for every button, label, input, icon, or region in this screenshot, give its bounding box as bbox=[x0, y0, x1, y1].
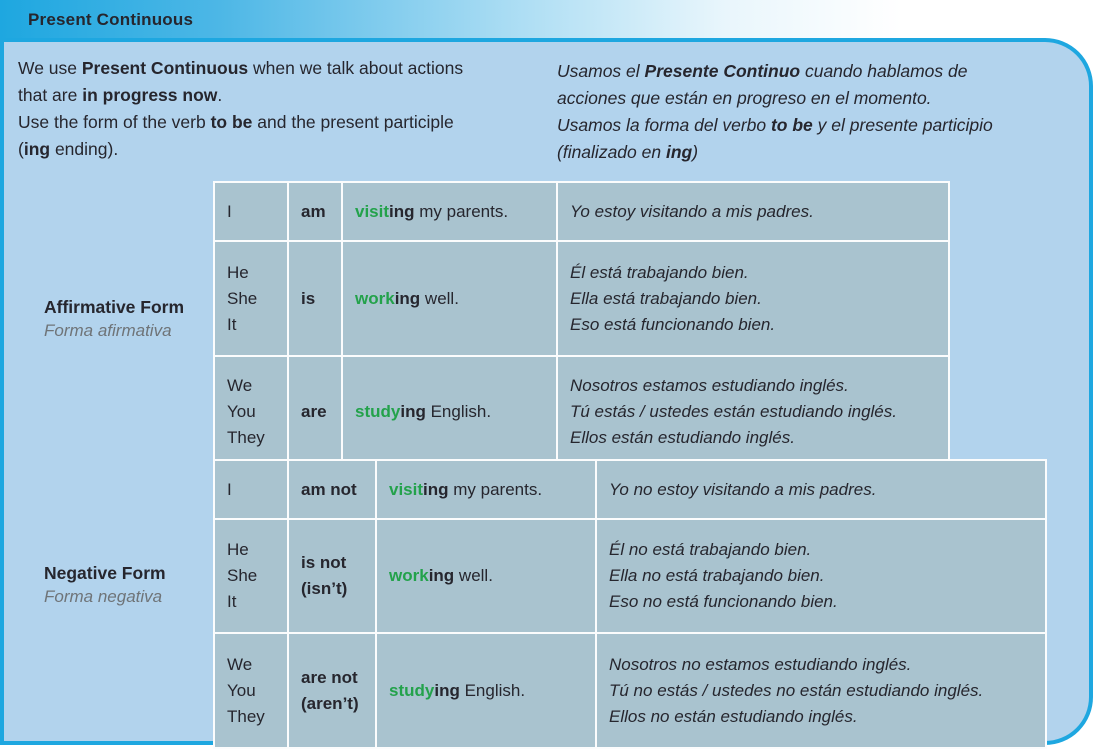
affirmative-form-label bbox=[44, 297, 234, 341]
text-segment: ing bbox=[423, 479, 449, 499]
verb-stem-highlight: work bbox=[389, 566, 429, 585]
negative-table bbox=[213, 459, 1047, 749]
text-segment: English. bbox=[425, 402, 492, 421]
table-row bbox=[215, 357, 948, 467]
text-segment: to be bbox=[770, 115, 813, 135]
section-label-spanish: Forma afirmativa bbox=[44, 321, 172, 340]
text-segment: Use the form of the verb bbox=[18, 112, 211, 132]
table-row bbox=[215, 183, 948, 240]
negative-form-label bbox=[44, 563, 234, 607]
text-segment: my parents. bbox=[414, 201, 509, 221]
translation-cell: Yo estoy visitando a mis padres. bbox=[558, 183, 948, 240]
pronoun-cell: We You They bbox=[215, 357, 287, 467]
verb-to-be-cell: is not (isn’t) bbox=[289, 520, 375, 632]
verb-to-be-cell: am not bbox=[289, 461, 375, 518]
text-segment: cuando hablamos de bbox=[800, 61, 968, 81]
text-segment: Presente Continuo bbox=[644, 61, 801, 81]
text-segment: Present Continuous bbox=[81, 58, 249, 78]
table-row bbox=[215, 242, 948, 355]
text-segment: in progress now bbox=[82, 85, 218, 105]
verb-stem-highlight: work bbox=[355, 288, 395, 308]
section-label-english: Negative Form bbox=[44, 563, 166, 583]
predicate-cell bbox=[343, 183, 556, 240]
section-label-english: Affirmative Form bbox=[44, 297, 185, 317]
text-segment: well. bbox=[420, 288, 459, 308]
intro-spanish bbox=[557, 58, 1057, 166]
text-segment: ing bbox=[400, 402, 426, 421]
verb-to-be-cell: are not (aren’t) bbox=[289, 634, 375, 747]
pronoun-cell: I bbox=[215, 461, 287, 518]
table-row bbox=[215, 461, 1045, 518]
text-segment: to be bbox=[210, 112, 253, 132]
predicate-cell bbox=[377, 634, 595, 747]
text-segment: ing bbox=[389, 201, 415, 221]
section-label-spanish: Forma negativa bbox=[44, 587, 163, 606]
verb-stem-highlight: visit bbox=[389, 479, 424, 499]
translation-cell: Nosotros estamos estudiando inglés. Tú estás / ustedes están estudiando inglés. Ellos están estudiando inglés. bbox=[558, 357, 948, 467]
predicate-cell bbox=[343, 357, 556, 467]
verb-stem-highlight: visit bbox=[355, 201, 390, 221]
text-segment: Usamos el bbox=[557, 61, 645, 81]
page-header bbox=[0, 0, 1100, 38]
verb-to-be-cell: are bbox=[289, 357, 341, 467]
translation-cell: Él está trabajando bien. Ella está trabajando bien. Eso está funcionando bien. bbox=[558, 242, 948, 355]
pronoun-cell: He She It bbox=[215, 242, 287, 355]
predicate-cell bbox=[377, 461, 595, 518]
pronoun-cell: We You They bbox=[215, 634, 287, 747]
text-segment: ing bbox=[434, 680, 460, 700]
verb-to-be-cell: is bbox=[289, 242, 341, 355]
text-segment: ing bbox=[394, 288, 421, 308]
verb-to-be-cell: am bbox=[289, 183, 341, 240]
verb-stem-highlight: study bbox=[389, 680, 435, 700]
text-segment: and the present participle bbox=[252, 112, 454, 132]
text-segment: ending). bbox=[50, 139, 119, 159]
intro-english bbox=[18, 55, 550, 163]
text-segment: ing bbox=[428, 566, 455, 585]
text-segment: acciones que están en progreso en el momento. bbox=[557, 88, 932, 108]
translation-cell: Yo no estoy visitando a mis padres. bbox=[597, 461, 1045, 518]
text-segment: ( bbox=[18, 139, 24, 159]
text-segment: ) bbox=[692, 142, 699, 162]
text-segment: English. bbox=[459, 680, 526, 700]
text-segment: well. bbox=[454, 566, 493, 585]
verb-stem-highlight: study bbox=[355, 402, 401, 421]
table-row bbox=[215, 520, 1045, 632]
page-title: Present Continuous bbox=[28, 10, 194, 29]
text-segment: We use bbox=[18, 58, 82, 78]
pronoun-cell: I bbox=[215, 183, 287, 240]
affirmative-table bbox=[213, 181, 950, 469]
predicate-cell bbox=[377, 520, 595, 632]
pronoun-cell: He She It bbox=[215, 520, 287, 632]
text-segment: ing bbox=[23, 139, 51, 159]
table-row bbox=[215, 634, 1045, 747]
translation-cell: Nosotros no estamos estudiando inglés. Tú no estás / ustedes no están estudiando inglés. Ellos no están estudiando inglés. bbox=[597, 634, 1045, 747]
text-segment: ing bbox=[665, 142, 693, 162]
text-segment: my parents. bbox=[448, 479, 543, 499]
text-segment: . bbox=[217, 85, 223, 105]
text-segment: when we talk about actions bbox=[248, 58, 464, 78]
predicate-cell bbox=[343, 242, 556, 355]
text-segment: Usamos la forma del verbo bbox=[557, 115, 771, 135]
text-segment: y el presente participio bbox=[812, 115, 993, 135]
translation-cell: Él no está trabajando bien. Ella no está trabajando bien. Eso no está funcionando bien. bbox=[597, 520, 1045, 632]
text-segment: (finalizado en bbox=[557, 142, 666, 162]
text-segment: that are bbox=[18, 85, 83, 105]
